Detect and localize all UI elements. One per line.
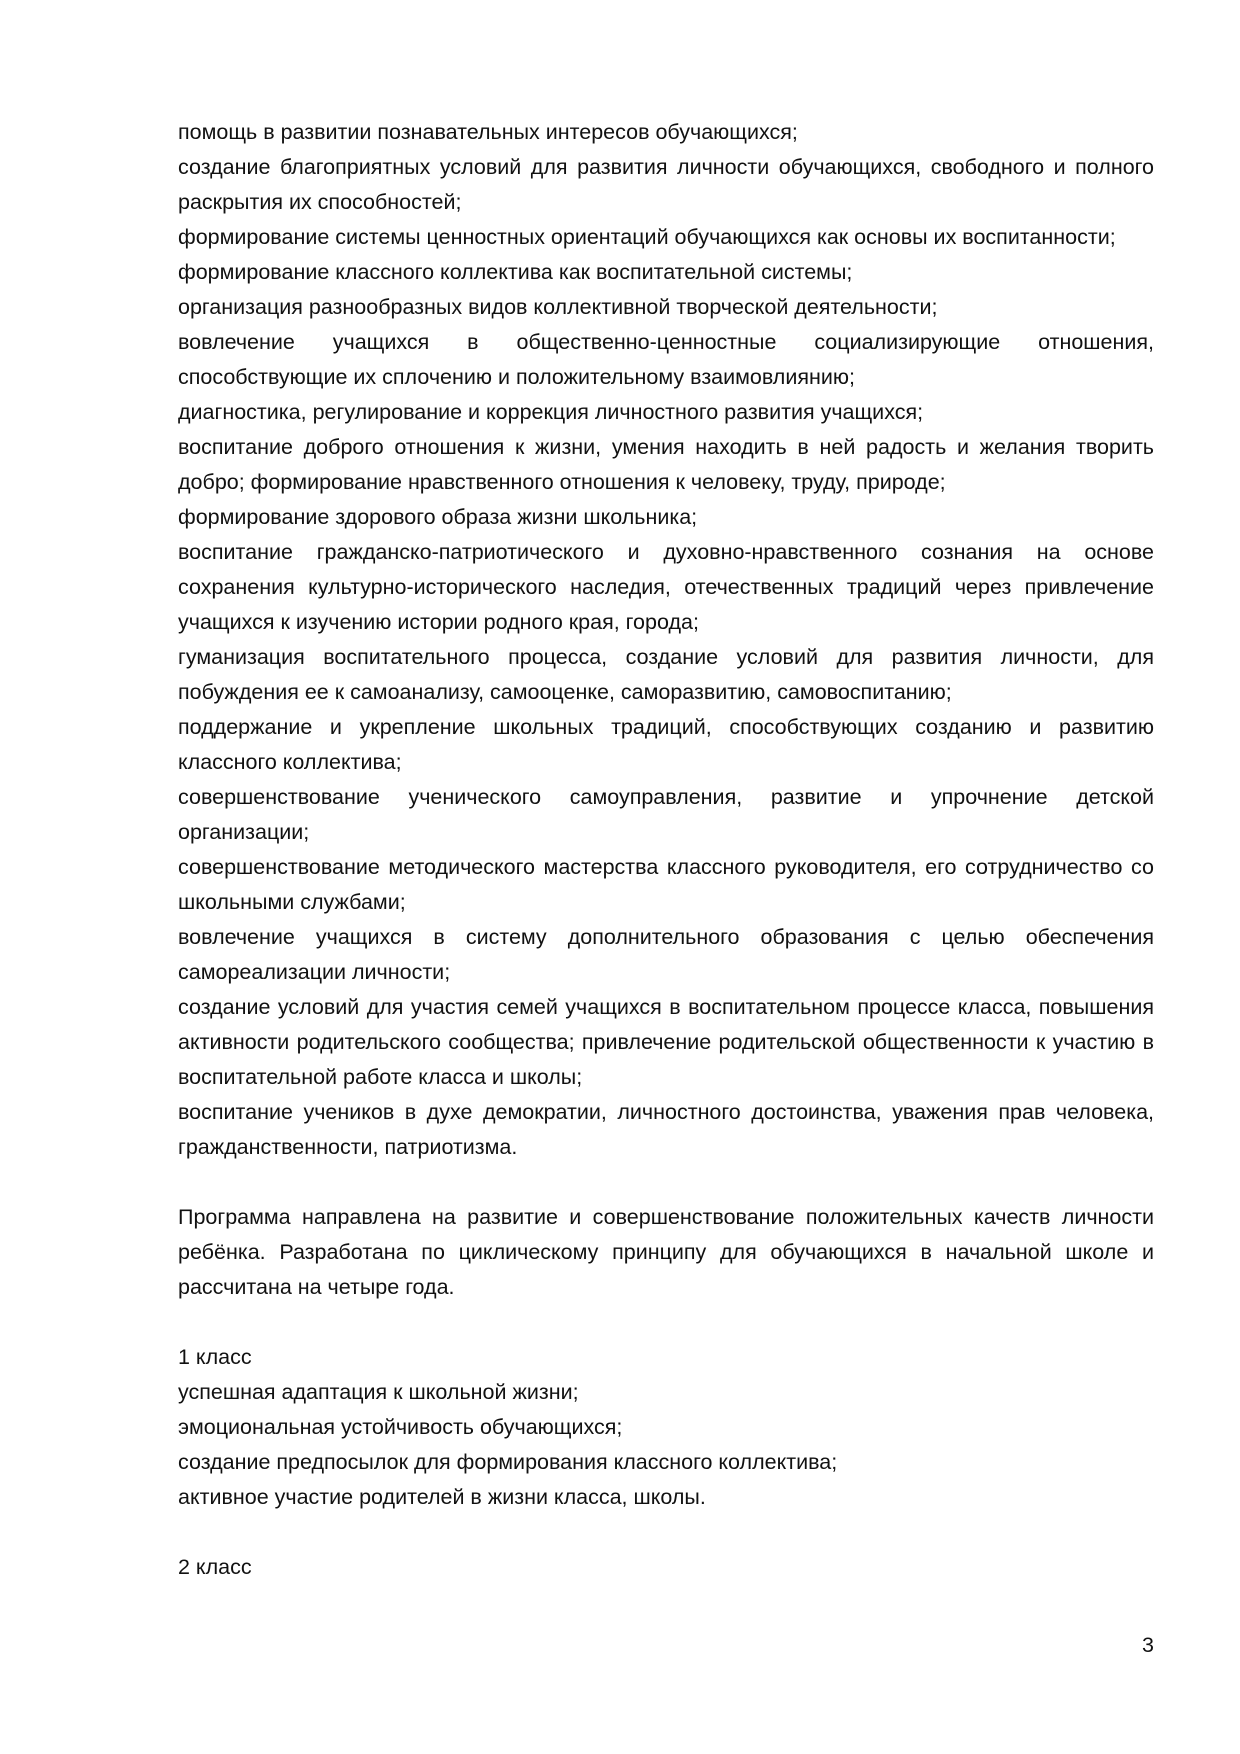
page-number: 3 <box>1142 1633 1154 1657</box>
list-item: активное участие родителей в жизни класса, школы. <box>178 1485 706 1509</box>
grade-2-section <box>178 1550 1154 1585</box>
list-item: вовлечение учащихся в систему дополнительного образования с целью обеспечения самореализации личности; <box>178 925 1154 984</box>
list-item: формирование системы ценностных ориентаций обучающихся как основы их воспитанности; <box>178 225 1116 249</box>
list-item: диагностика, регулирование и коррекция личностного развития учащихся; <box>178 400 924 424</box>
grade-heading: 2 класс <box>178 1555 252 1579</box>
list-item: помощь в развитии познавательных интересов обучающихся; <box>178 120 798 144</box>
list-item: воспитание гражданско-патриотического и духовно-нравственного сознания на основе сохранения культурно-исторического наследия, отечественных традиций через привлечение учащихся к изучению истории родного края, города; <box>178 540 1154 634</box>
spacer <box>178 1165 1154 1200</box>
list-item: воспитание доброго отношения к жизни, умения находить в ней радость и желания творить добро; формирование нравственного отношения к человеку, труду, природе; <box>178 435 1154 494</box>
list-item: гуманизация воспитательного процесса, создание условий для развития личности, для побуждения ее к самоанализу, самооценке, саморазвитию, самовоспитанию; <box>178 645 1154 704</box>
list-item: создание условий для участия семей учащихся в воспитательном процессе класса, повышения активности родительского сообщества; привлечение родительской общественности к участию в воспитательной работе класса и школы; <box>178 995 1154 1089</box>
list-item: эмоциональная устойчивость обучающихся; <box>178 1415 623 1439</box>
spacer <box>178 1305 1154 1340</box>
list-item: воспитание учеников в духе демократии, личностного достоинства, уважения прав человека, гражданственности, патриотизма. <box>178 1100 1154 1159</box>
list-item: вовлечение учащихся в общественно-ценностные социализирующие отношения, способствующие их сплочению и положительному взаимовлиянию; <box>178 330 1154 389</box>
goals-list <box>178 115 1154 1165</box>
list-item: организация разнообразных видов коллективной творческой деятельности; <box>178 295 938 319</box>
spacer <box>178 1515 1154 1550</box>
grade-heading: 1 класс <box>178 1345 252 1369</box>
list-item: поддержание и укрепление школьных традиций, способствующих созданию и развитию классного коллектива; <box>178 715 1154 774</box>
list-item: совершенствование методического мастерства классного руководителя, его сотрудничество со школьными службами; <box>178 855 1154 914</box>
list-item: создание предпосылок для формирования классного коллектива; <box>178 1450 838 1474</box>
list-item: успешная адаптация к школьной жизни; <box>178 1380 579 1404</box>
page-content <box>178 115 1154 1585</box>
program-paragraph: Программа направлена на развитие и совершенствование положительных качеств личности ребёнка. Разработана по циклическому принципу для обучающихся в начальной школе и рассчитана на четыре года. <box>178 1205 1154 1299</box>
list-item: формирование здорового образа жизни школьника; <box>178 505 698 529</box>
list-item: создание благоприятных условий для развития личности обучающихся, свободного и полного раскрытия их способностей; <box>178 155 1154 214</box>
list-item: совершенствование ученического самоуправления, развитие и упрочнение детской организации; <box>178 785 1154 844</box>
grade-1-section <box>178 1340 1154 1515</box>
list-item: формирование классного коллектива как воспитательной системы; <box>178 260 853 284</box>
